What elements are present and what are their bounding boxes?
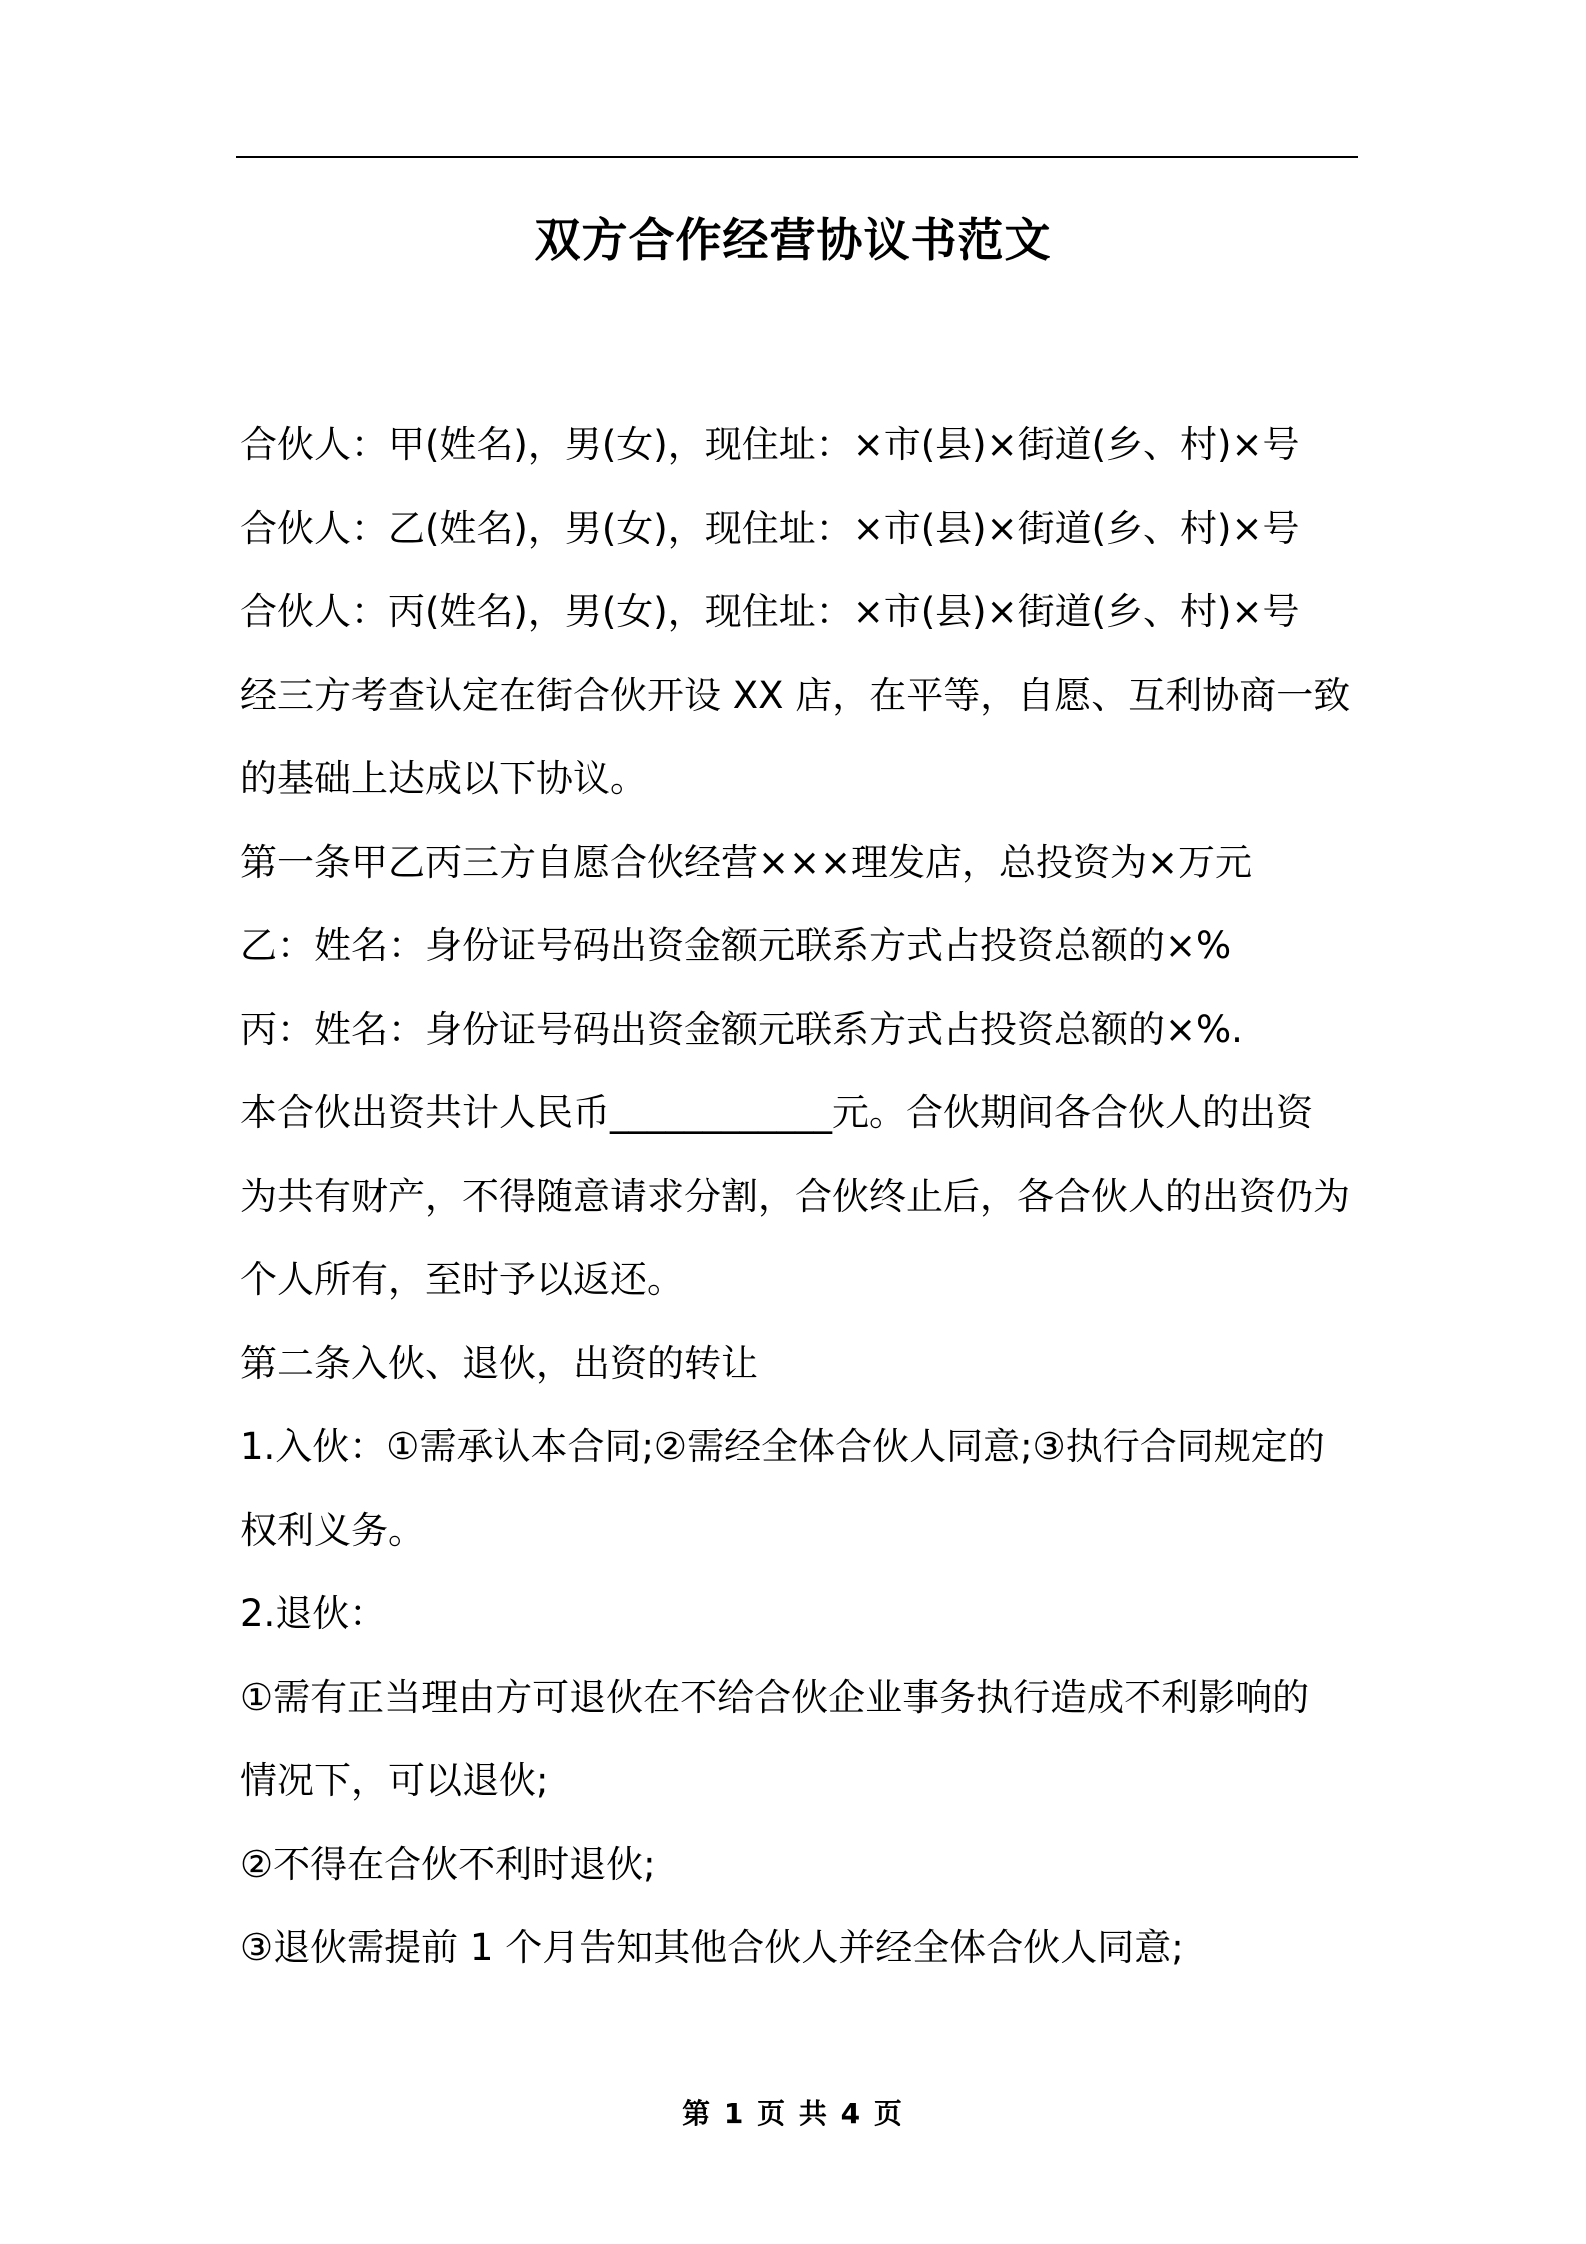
paragraph-line: 情况下，可以退伙; [240,1759,549,1802]
paragraph-line: 1.入伙：①需承认本合同;②需经全体合伙人同意;③执行合同规定的 [240,1425,1325,1468]
paragraph-line: 合伙人：丙(姓名)，男(女)，现住址：×市(县)×街道(乡、村)×号 [240,590,1300,633]
paragraph-line: 为共有财产，不得随意请求分割，合伙终止后，各合伙人的出资仍为 [240,1174,1350,1218]
paragraph-line: 权利义务。 [240,1508,425,1552]
paragraph-line: 第二条入伙、退伙，出资的转让 [240,1341,758,1385]
paragraph-line: 的基础上达成以下协议。 [240,757,647,800]
paragraph-line: 丙：姓名：身份证号码出资金额元联系方式占投资总额的×%. [240,1007,1243,1051]
paragraph-line: ②不得在合伙不利时退伙; [240,1842,656,1886]
paragraph-line: 本合伙出资共计人民币____________元。合伙期间各合伙人的出资 [240,1091,1313,1134]
paragraph-line: 合伙人：甲(姓名)，男(女)，现住址：×市(县)×街道(乡、村)×号 [240,423,1300,466]
paragraph-line: 乙：姓名：身份证号码出资金额元联系方式占投资总额的×% [240,924,1232,967]
document-body [240,403,1360,1990]
header-rule [236,156,1358,158]
paragraph-line: ③退伙需提前 1 个月告知其他合伙人并经全体合伙人同意; [240,1926,1184,1969]
paragraph-line: 2.退伙： [240,1592,387,1635]
paragraph-line: 第一条甲乙丙三方自愿合伙经营×××理发店，总投资为×万元 [240,840,1253,884]
page-number: 第 1 页 共 4 页 [682,2097,904,2130]
paragraph-line: 经三方考查认定在街合伙开设 XX 店，在平等，自愿、互利协商一致 [240,673,1351,717]
paragraph-line: ①需有正当理由方可退伙在不给合伙企业事务执行造成不利影响的 [240,1675,1310,1719]
paragraph-line: 合伙人：乙(姓名)，男(女)，现住址：×市(县)×街道(乡、村)×号 [240,506,1300,550]
document-title: 双方合作经营协议书范文 [534,213,1052,267]
paragraph-line: 个人所有，至时予以返还。 [240,1258,684,1301]
